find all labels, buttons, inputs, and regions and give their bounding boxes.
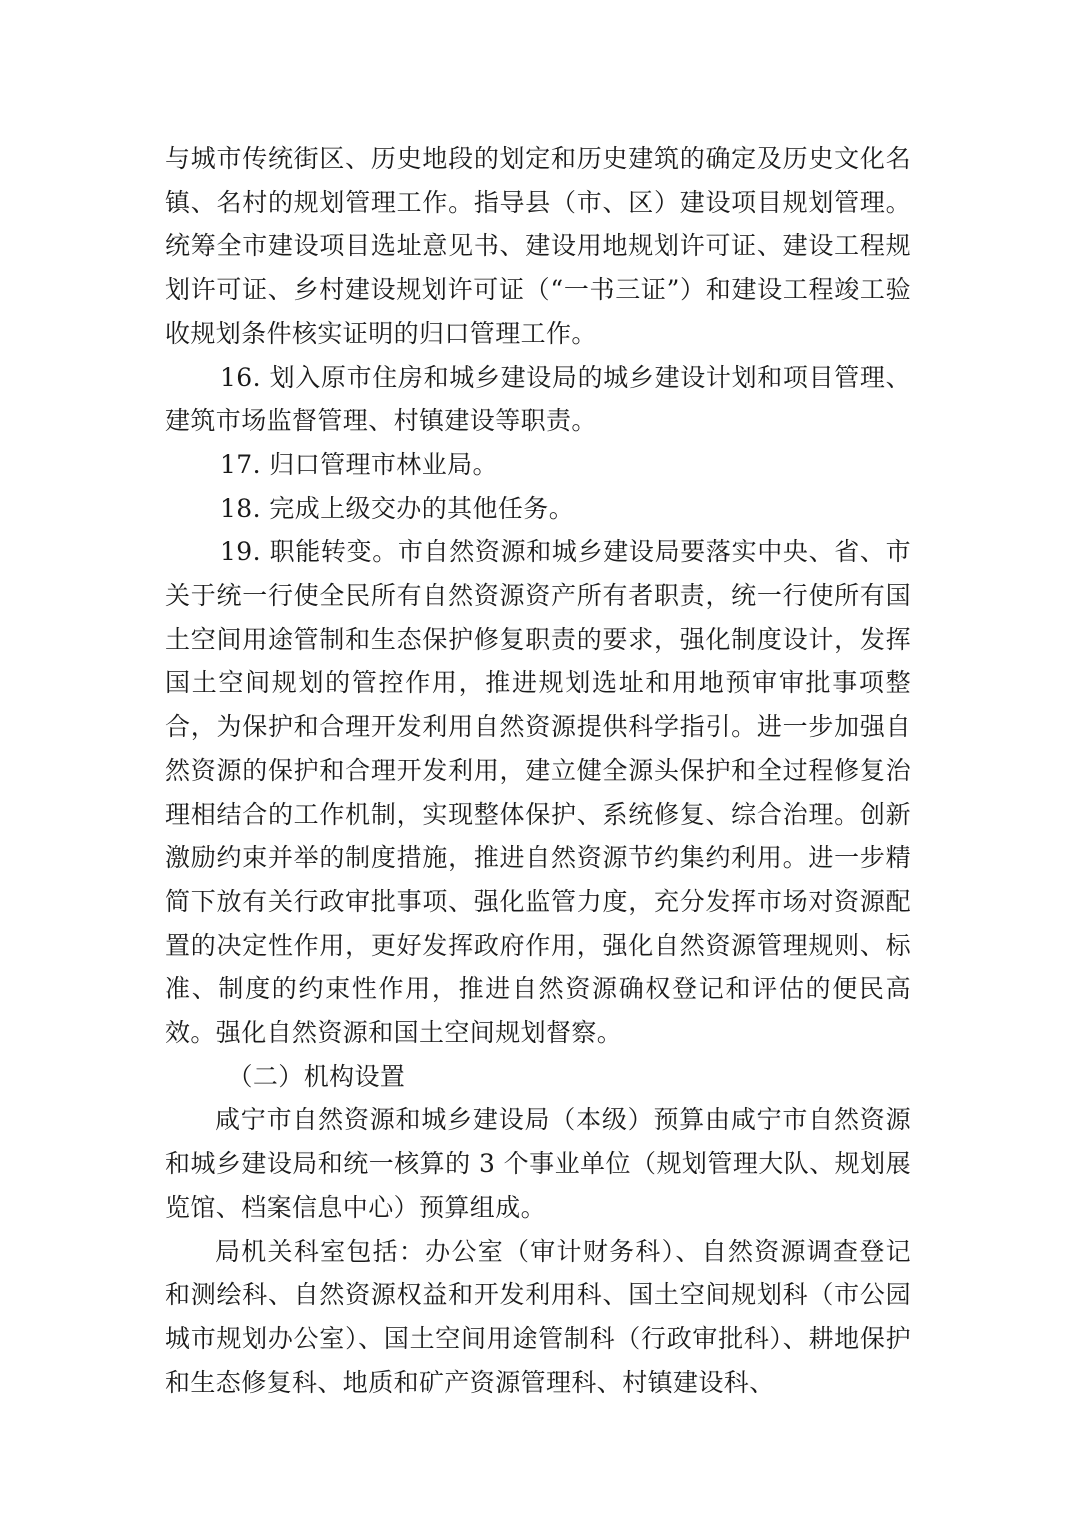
paragraph-continuation: 与城市传统街区、历史地段的划定和历史建筑的确定及历史文化名镇、名村的规划管理工作。指导县（市、区）建设项目规划管理。统筹全市建设项目选址意见书、建设用地规划许可证、建设工程规划许可证、乡村建设规划许可证（“一书三证”）和建设工程竣工验收规划条件核实证明的归口管理工作。 bbox=[165, 144, 911, 348]
document-body bbox=[165, 137, 911, 1404]
paragraph-item-18: 18. 完成上级交办的其他任务。 bbox=[220, 493, 575, 523]
paragraph-budget-composition: 咸宁市自然资源和城乡建设局（本级）预算由咸宁市自然资源和城乡建设局和统一核算的 3 个事业单位（规划管理大队、规划展览馆、档案信息中心）预算组成。 bbox=[165, 1105, 911, 1222]
paragraph-item-17: 17. 归口管理市林业局。 bbox=[220, 449, 498, 479]
paragraph-item-19: 19. 职能转变。市自然资源和城乡建设局要落实中央、省、市关于统一行使全民所有自然资源资产所有者职责，统一行使所有国土空间用途管制和生态保护修复职责的要求，强化制度设计，发挥国土空间规划的管控作用，推进规划选址和用地预审审批事项整合，为保护和合理开发利用自然资源提供科学指引。进一步加强自然资源的保护和合理开发利用，建立健全源头保护和全过程修复治理相结合的工作机制，实现整体保护、系统修复、综合治理。创新激励约束并举的制度措施，推进自然资源节约集约利用。进一步精简下放有关行政审批事项、强化监管力度，充分发挥市场对资源配置的决定性作用，更好发挥政府作用，强化自然资源管理规则、标准、制度的约束性作用，推进自然资源确权登记和评估的便民高效。强化自然资源和国土空间规划督察。 bbox=[165, 537, 911, 1048]
section-heading: （二）机构设置 bbox=[227, 1061, 406, 1091]
paragraph-item-16: 16. 划入原市住房和城乡建设局的城乡建设计划和项目管理、建筑市场监督管理、村镇建设等职责。 bbox=[165, 362, 911, 436]
paragraph-departments: 局机关科室包括：办公室（审计财务科）、自然资源调查登记和测绘科、自然资源权益和开发利用科、国土空间规划科（市公园城市规划办公室）、国土空间用途管制科（行政审批科）、耕地保护和生态修复科、地质和矿产资源管理科、村镇建设科、 bbox=[165, 1236, 911, 1397]
